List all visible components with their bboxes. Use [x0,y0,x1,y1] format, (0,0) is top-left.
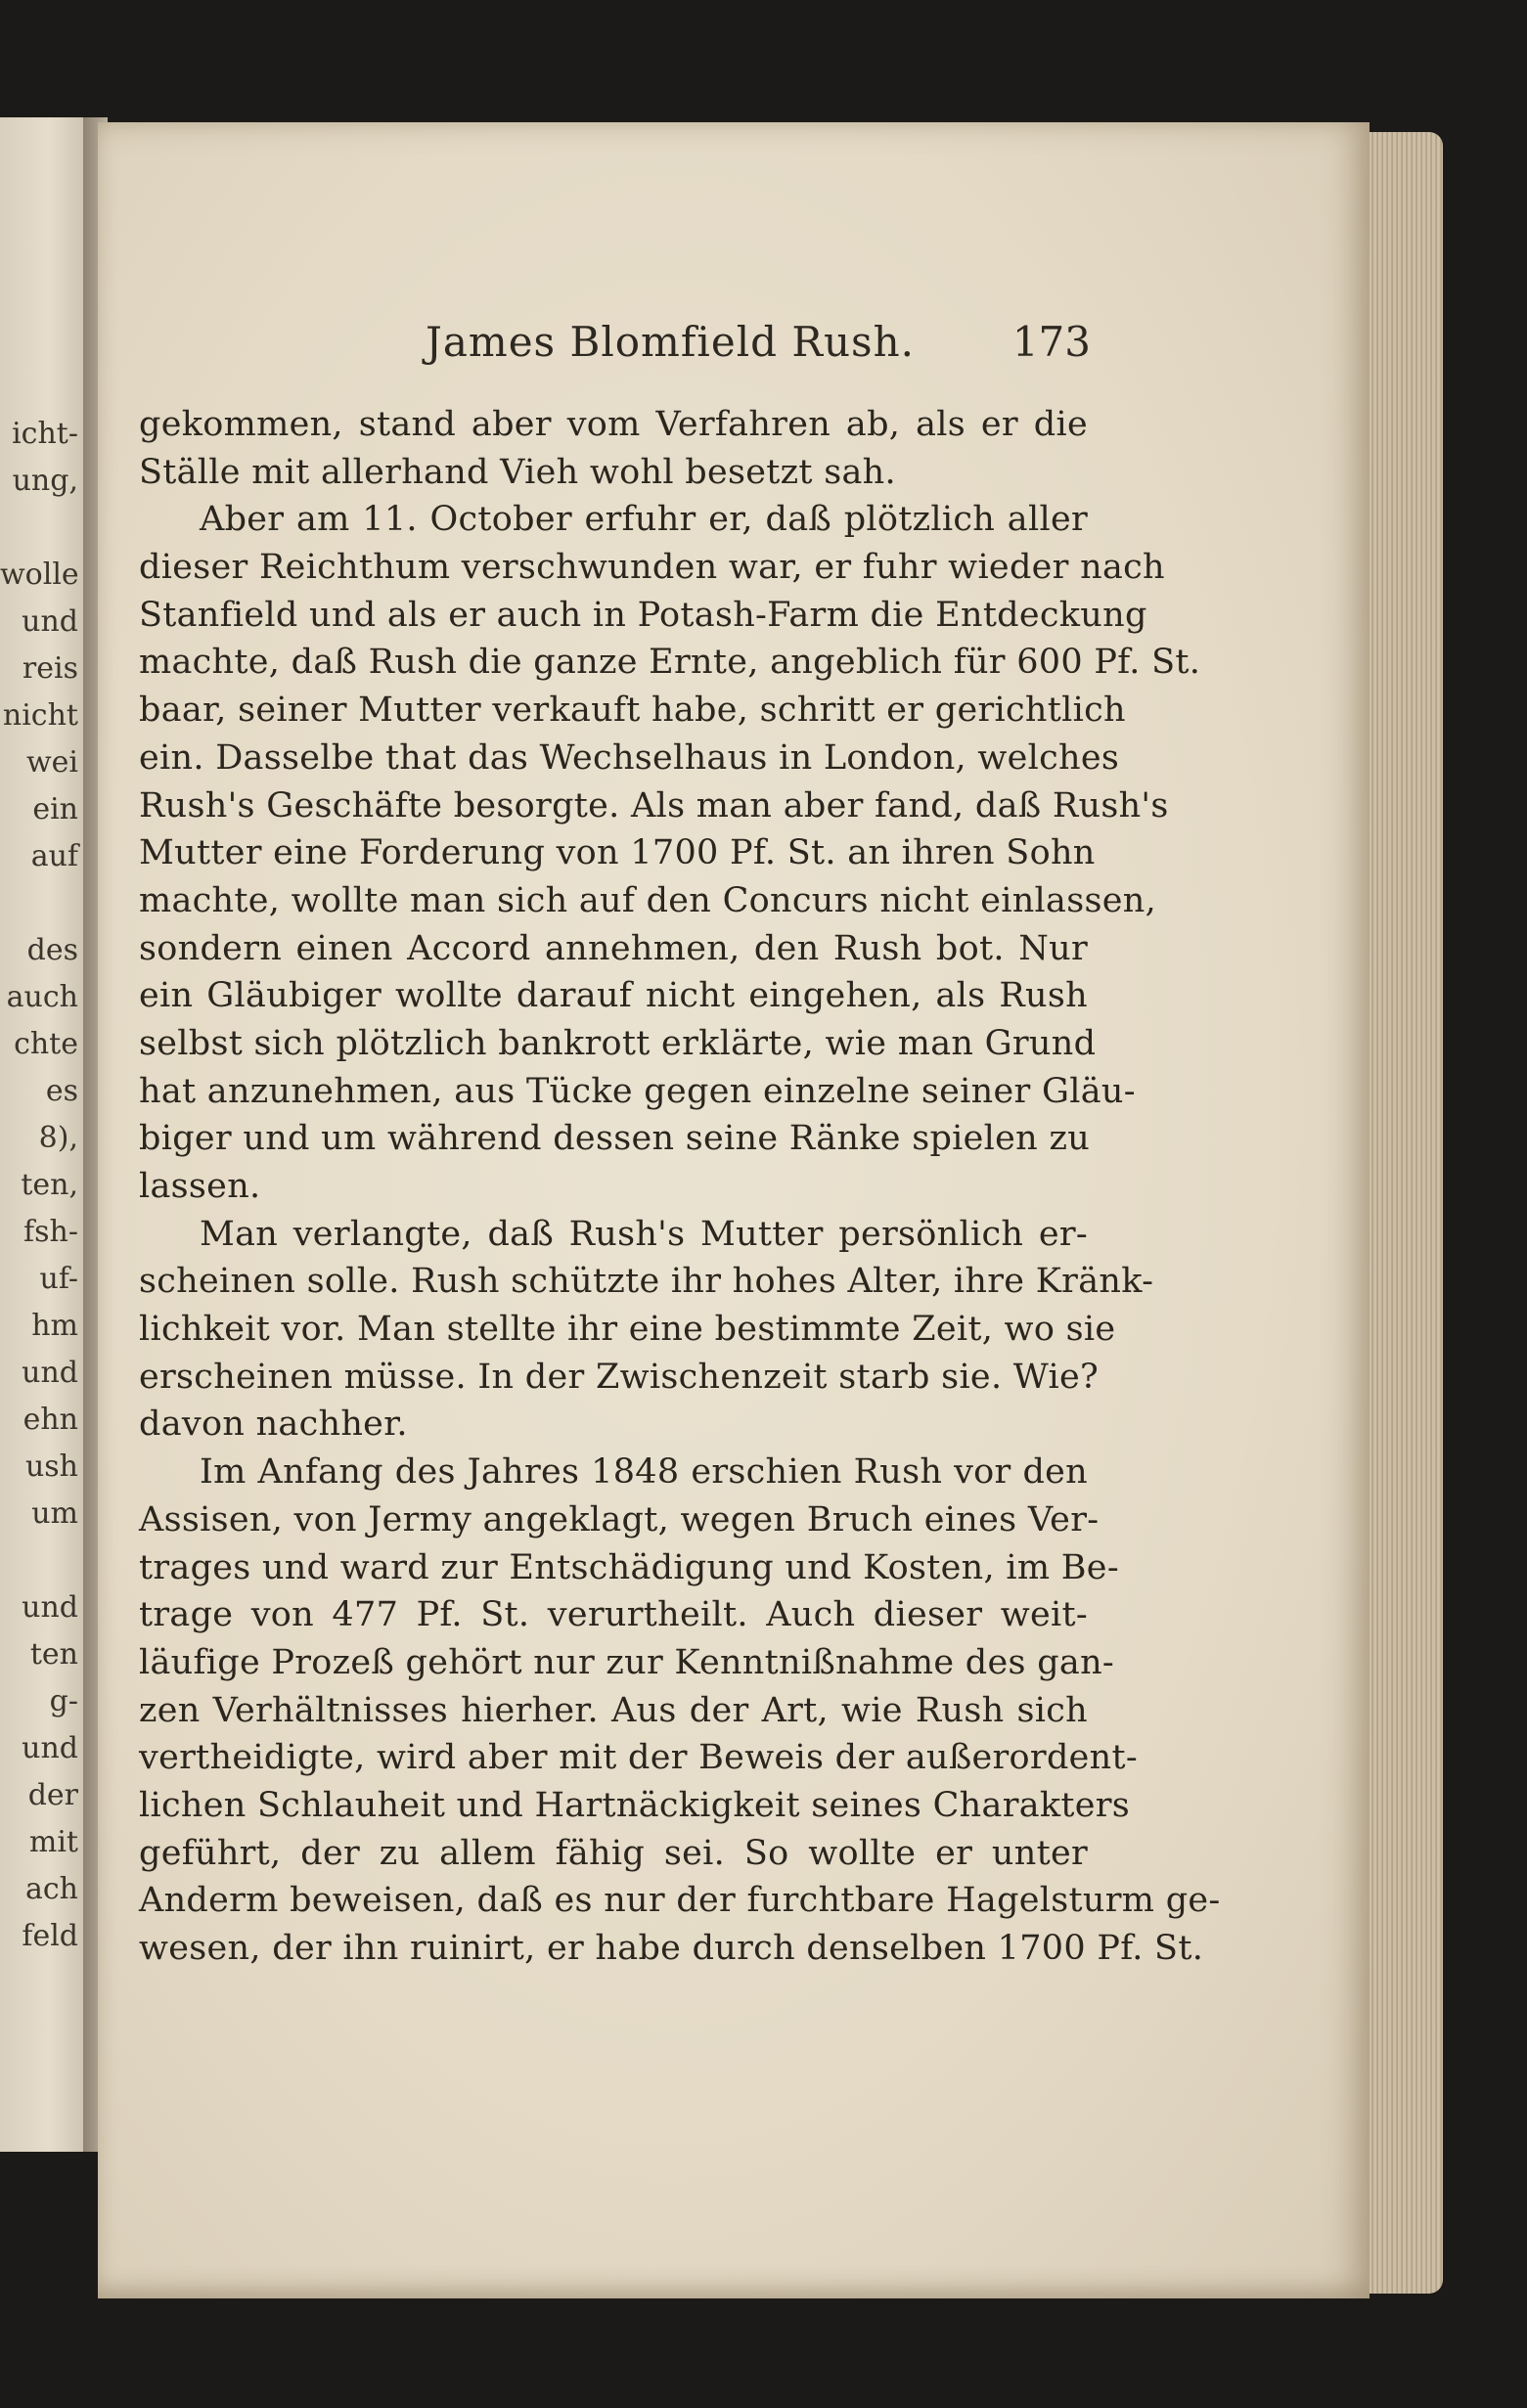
left-page-fragment: mit [28,1825,78,1859]
left-page-fragment: hm [31,1309,78,1343]
text-line: baar, seiner Mutter verkauft habe, schritt er gerichtlich [139,691,1126,731]
left-page-fragment: fsh- [23,1215,78,1249]
left-page-fragment: feld [22,1919,78,1953]
left-page-fragment: ach [24,1872,78,1906]
page-number: 173 [1011,318,1091,366]
text-line: machte, daß Rush die ganze Ernte, angeblich für 600 Pf. St. [139,643,1201,683]
text-line: trages und ward zur Entschädigung und Kosten, im Be- [139,1547,1119,1587]
text-line: Rush's Geschäfte besorgte. Als man aber fand, daß Rush's [139,785,1169,825]
text-line: trage von 477 Pf. St. verurtheilt. Auch dieser weit- [139,1595,1088,1635]
left-page-fragment [0,505,78,552]
left-page-edge [0,117,83,2152]
text-line: davon nachher. [139,1405,408,1445]
text-line: geführt, der zu allem fähig sei. So wollte er unter [139,1833,1088,1873]
left-page-fragment: der [27,1778,78,1812]
text-line: hat anzunehmen, aus Tücke gegen einzelne seiner Gläu- [139,1071,1136,1111]
text-line: machte, wollte man sich auf den Concurs nicht einlassen, [139,880,1157,920]
left-page-fragment: wei [25,745,78,780]
left-page-fragment: um [31,1496,78,1531]
left-page-fragment: auf [30,839,78,873]
text-line: Anderm beweisen, daß es nur der furchtbare Hagelsturm ge- [139,1881,1221,1921]
text-line: vertheidigte, wird aber mit der Beweis der außerordent- [139,1738,1139,1778]
text-line: ein Gläubiger wollte darauf nicht eingehen, als Rush [139,976,1088,1016]
text-line: ein. Dasselbe that das Wechselhaus in London, welches [139,737,1120,778]
text-line: Mutter eine Forderung von 1700 Pf. St. an ihren Sohn [139,833,1096,873]
left-page-fragment [0,880,78,927]
text-line: lichkeit vor. Man stellte ihr eine bestimmte Zeit, wo sie [139,1310,1116,1350]
text-line: Aber am 11. October erfuhr er, daß plötzlich aller [200,500,1088,540]
left-page-fragment: ung, [12,464,78,498]
text-line: biger und um während dessen seine Ränke spielen zu [139,1119,1091,1159]
page-fore-edge [1370,132,1443,2294]
text-line: Man verlangte, daß Rush's Mutter persönlich er- [200,1214,1088,1254]
text-line: Assisen, von Jermy angeklagt, wegen Bruch eines Ver- [139,1499,1100,1539]
left-page-fragment: reis [22,651,78,686]
left-page-fragment: icht- [12,417,78,451]
left-page-fragment: ush [24,1449,78,1484]
text-line: zen Verhältnisses hierher. Aus der Art, wie Rush sich [139,1690,1088,1730]
text-line: lichen Schlauheit und Hartnäckigkeit seines Charakters [139,1785,1131,1825]
text-line: Stanfield und als er auch in Potash-Farm die Entdeckung [139,595,1147,635]
running-title: James Blomfield Rush. [426,318,916,366]
left-page-fragment: uf- [39,1262,78,1296]
text-line: dieser Reichthum verschwunden war, er fuhr wieder nach [139,548,1165,588]
left-page-fragment: und [22,1731,78,1765]
left-page-fragment: nicht [2,698,78,733]
text-line: Im Anfang des Jahres 1848 erschien Rush vor den [200,1452,1088,1493]
left-page-fragment: ten, [21,1168,78,1202]
left-page-fragment: des [26,933,78,967]
left-page-fragment: es [45,1074,78,1108]
text-line: wesen, der ihn ruinirt, er habe durch denselben 1700 Pf. St. [139,1929,1204,1968]
left-page-fragment: wolle [0,557,79,592]
left-page-fragment: und [22,1356,78,1390]
text-line: Ställe mit allerhand Vieh wohl besetzt sah. [139,452,896,492]
text-line: erscheinen müsse. In der Zwischenzeit starb sie. Wie? [139,1357,1100,1397]
text-line: scheinen solle. Rush schützte ihr hohes Alter, ihre Kränk- [139,1262,1154,1302]
left-page-fragment [0,1538,78,1584]
left-page-fragment: und [22,604,78,639]
text-line: läufige Prozeß gehört nur zur Kenntnißnahme des gan- [139,1642,1115,1682]
left-page-fragment: 8), [38,1121,78,1155]
left-page-fragment: auch [6,980,78,1014]
text-line: gekommen, stand aber vom Verfahren ab, als er die [139,405,1088,444]
text-line: selbst sich plötzlich bankrott erklärte, wie man Grund [139,1023,1097,1063]
page-body [139,401,1221,1973]
left-page-fragment: und [22,1590,78,1625]
left-page-text-fragments [0,411,78,1960]
left-page-fragment: ehn [22,1403,78,1437]
text-line: lassen. [139,1167,261,1206]
page-header [426,318,1091,377]
text-line: sondern einen Accord annehmen, den Rush bot. Nur [139,928,1088,968]
left-page-fragment: ein [32,792,78,826]
left-page-fragment: g- [49,1684,78,1718]
left-page-fragment: chte [14,1027,78,1061]
left-page-fragment: ten [29,1637,78,1672]
